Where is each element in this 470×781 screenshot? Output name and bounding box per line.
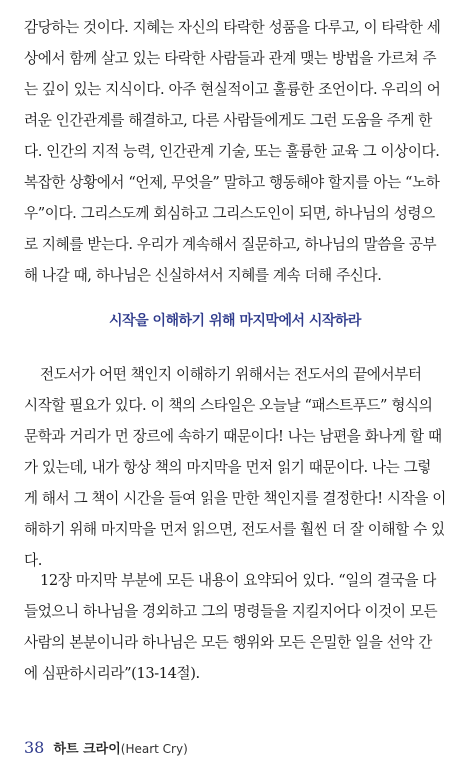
text-line: 다. 인간의 지적 능력, 인간관계 기술, 또는 훌륭한 교육 그 이상이다. bbox=[24, 143, 440, 160]
page-number: 38 bbox=[24, 738, 45, 757]
text-line: 해하기 위해 마지막을 먼저 읽으면, 전도서를 훨씬 더 잘 이해할 수 있 bbox=[24, 521, 445, 538]
text-line: 들었으니 하나님을 경외하고 그의 명령들을 지킬지어다 이것이 모든 bbox=[24, 603, 438, 620]
text-line: 로 지혜를 받는다. 우리가 계속해서 질문하고, 하나님의 말씀을 공부 bbox=[24, 236, 437, 253]
section-heading: 시작을 이해하기 위해 마지막에서 시작하라 bbox=[109, 313, 361, 329]
text-line: 상에서 함께 살고 있는 타락한 사람들과 관계 맺는 방법을 가르쳐 주 bbox=[24, 50, 437, 67]
text-line: 해 나갈 때, 하나님은 신실하셔서 지혜를 계속 더해 주신다. bbox=[24, 267, 382, 284]
text-line: 사람의 본분이니라 하나님은 모든 행위와 모든 은밀한 일을 선악 간 bbox=[24, 634, 432, 651]
page-footer bbox=[24, 737, 188, 759]
text-line: 게 해서 그 책이 시간을 들여 읽을 만한 책인지를 결정한다! 시작을 이 bbox=[24, 490, 446, 507]
text-line: 려운 인간관계를 해결하고, 다른 사람들에게도 그런 도움을 주게 한 bbox=[24, 112, 432, 129]
text-line: 가 있는데, 내가 항상 책의 마지막을 먼저 읽기 때문이다. 나는 그렇 bbox=[24, 459, 432, 476]
text-line: 문학과 거리가 먼 장르에 속하기 때문이다! 나는 남편을 화나게 할 때 bbox=[24, 428, 442, 445]
text-line: 에 심판하시리라”(13-14절). bbox=[24, 665, 200, 682]
text-line: 전도서가 어떤 책인지 이해하기 위해서는 전도서의 끝에서부터 bbox=[40, 366, 422, 383]
paragraph-chapter-12 bbox=[24, 565, 448, 689]
book-title: 하트 크라이 bbox=[53, 742, 121, 757]
text-line: 시작할 필요가 있다. 이 책의 스타일은 오늘날 “패스트푸드” 형식의 bbox=[24, 397, 433, 414]
text-line: 감당하는 것이다. 지혜는 자신의 타락한 성품을 다루고, 이 타락한 세 bbox=[24, 19, 441, 36]
book-title-english: (Heart Cry) bbox=[120, 742, 188, 756]
text-line: 다. bbox=[24, 552, 42, 569]
text-line: 는 깊이 있는 지식이다. 아주 현실적이고 훌륭한 조언이다. 우리의 어 bbox=[24, 81, 441, 98]
text-line: 우”이다. 그리스도께 회심하고 그리스도인이 되면, 하나님의 성령으 bbox=[24, 205, 435, 222]
paragraph-ecclesiastes-intro bbox=[24, 359, 448, 576]
text-line: 12장 마지막 부분에 모든 내용이 요약되어 있다. “일의 결국을 다 bbox=[40, 572, 436, 589]
text-line: 복잡한 상황에서 “언제, 무엇을” 말하고 행동해야 할지를 아는 “노하 bbox=[24, 174, 440, 191]
paragraph-wisdom bbox=[24, 12, 448, 291]
